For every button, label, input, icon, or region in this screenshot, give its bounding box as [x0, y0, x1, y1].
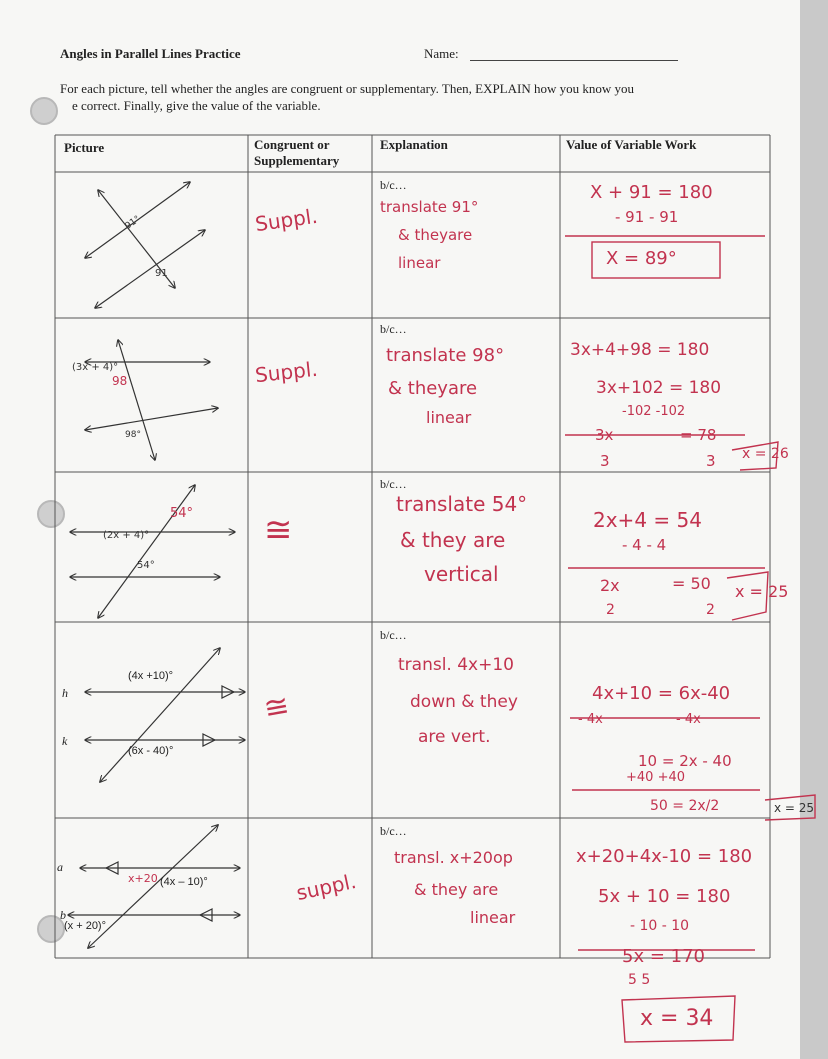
- work-line: 3x+102 = 180: [596, 378, 722, 398]
- explanation-line: linear: [398, 254, 441, 272]
- diagram-4: [85, 648, 245, 782]
- work-line: = 50: [672, 574, 711, 593]
- because-label: b/c…: [380, 824, 407, 838]
- angle-label: 98°: [125, 430, 141, 440]
- work-line: 5x = 170: [622, 946, 705, 967]
- instructions-line-2: e correct. Finally, give the value of the variable.: [72, 98, 321, 113]
- header-cs-line2: Supplementary: [254, 153, 340, 168]
- explanation-line: vertical: [424, 562, 499, 586]
- angle-label: 91°: [123, 214, 143, 232]
- line-label-b: b: [60, 908, 66, 922]
- work-line: = 78: [680, 426, 717, 444]
- explanation-line: are vert.: [418, 727, 491, 747]
- work-line: - 4x: [578, 712, 603, 727]
- final-answer: X = 89°: [606, 248, 677, 269]
- because-label: b/c…: [380, 178, 407, 192]
- diagram-3: [70, 485, 235, 618]
- angle-label: 54°: [137, 560, 155, 571]
- angle-label: 91: [155, 268, 168, 279]
- answer-type: Suppl.: [253, 203, 320, 237]
- work-line: - 4x: [676, 712, 701, 727]
- work-line: 3x: [595, 426, 614, 444]
- explanation-line: linear: [470, 908, 516, 927]
- work-line: 2: [606, 602, 615, 618]
- answer-type: Suppl.: [253, 356, 319, 388]
- worksheet-title: Angles in Parallel Lines Practice: [60, 46, 241, 61]
- answer-type: ≅: [264, 510, 293, 550]
- explanation-line: & they are: [400, 528, 506, 552]
- work-line: 2x: [600, 576, 620, 595]
- final-answer: x = 34: [640, 1006, 714, 1031]
- angle-label: (2x + 4)°: [103, 530, 150, 541]
- angle-label: (4x +10)°: [128, 670, 174, 682]
- work-line: X + 91 = 180: [590, 182, 713, 203]
- explanation-line: linear: [426, 408, 472, 427]
- header-cs-line1: Congruent or: [254, 137, 330, 152]
- name-label: Name:: [424, 46, 459, 61]
- work-line: 3: [706, 452, 716, 470]
- header-explanation: Explanation: [380, 137, 448, 152]
- diagram-1: [85, 182, 205, 308]
- line-label-h: h: [62, 686, 68, 700]
- explanation-line: translate 91°: [380, 198, 479, 216]
- work-line: 4x+10 = 6x-40: [592, 683, 731, 704]
- line-label-k: k: [62, 734, 68, 748]
- work-line: 3x+4+98 = 180: [570, 340, 710, 360]
- explanation-line: translate 54°: [396, 492, 528, 516]
- work-line: 2x+4 = 54: [593, 508, 702, 532]
- explanation-line: down & they: [410, 692, 518, 712]
- work-line: 50 = 2x/2: [650, 798, 720, 814]
- line-label-a: a: [57, 860, 63, 874]
- because-label: b/c…: [380, 628, 407, 642]
- work-line: 2: [706, 602, 715, 618]
- explanation-line: transl. x+20op: [394, 848, 513, 867]
- explanation-line: & theyare: [398, 226, 473, 244]
- because-label: b/c…: [380, 477, 407, 491]
- because-label: b/c…: [380, 322, 407, 336]
- work-line: - 4 - 4: [622, 536, 667, 554]
- angle-label: 54°: [170, 506, 194, 521]
- angle-label: x+20: [128, 872, 158, 885]
- work-line: - 91 - 91: [615, 208, 679, 226]
- angle-label: 98: [112, 374, 128, 388]
- angle-label: (6x - 40)°: [128, 745, 174, 757]
- answer-type: suppl.: [294, 868, 359, 906]
- work-line: 5 5: [628, 972, 651, 988]
- explanation-line: translate 98°: [386, 345, 505, 366]
- final-answer: x = 25: [735, 582, 789, 601]
- angle-label: (3x + 4)°: [72, 362, 119, 373]
- final-answer: x = 26: [742, 446, 789, 462]
- angle-label: (x + 20)°: [64, 920, 106, 932]
- answer-type: ≅: [261, 688, 292, 727]
- explanation-line: & theyare: [388, 378, 478, 399]
- explanation-line: & they are: [414, 880, 499, 899]
- work-line: 3: [600, 452, 610, 470]
- work-line: +40 +40: [626, 770, 686, 785]
- final-answer: x = 25: [774, 801, 815, 815]
- work-line: 10 = 2x - 40: [638, 752, 732, 770]
- header-congruent-supplementary: [254, 137, 339, 169]
- work-line: 5x + 10 = 180: [598, 886, 731, 907]
- angle-label: (4x – 10)°: [160, 876, 208, 888]
- work-line: -102 -102: [622, 404, 686, 419]
- work-line: - 10 - 10: [630, 918, 690, 934]
- header-picture: Picture: [64, 140, 105, 155]
- diagram-2: [85, 340, 218, 460]
- header-value-of-variable: Value of Variable Work: [566, 137, 697, 152]
- explanation-line: transl. 4x+10: [398, 655, 514, 675]
- instructions-line-1: For each picture, tell whether the angles are congruent or supplementary. Then, EXPLAIN how you know you: [60, 81, 635, 96]
- work-line: x+20+4x-10 = 180: [576, 846, 753, 867]
